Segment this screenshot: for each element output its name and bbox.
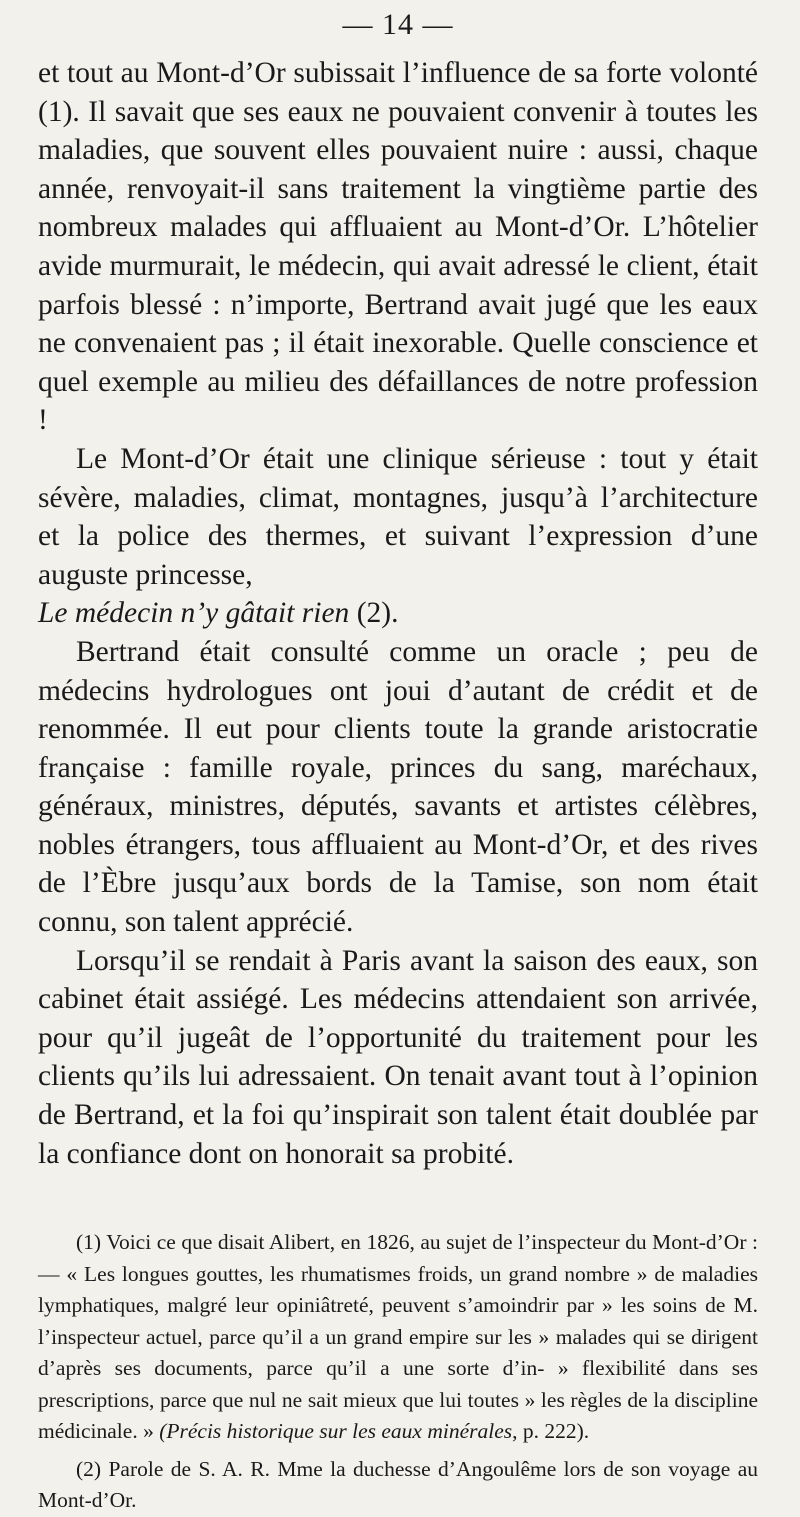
paragraph-3: Bertrand était consulté comme un oracle ; peu de médecins hydrologues ont joui d’autant de crédit et de renommée. Il eut pour clients toute la grande aristocratie française : famille royale, princes du sang, maréchaux, généraux, ministres, députés, savants et artistes célèbres, nobles étrangers, tous affluaient au Mont-d’Or, et des rives de l’Èbre jusqu’aux bords de la Tamise, son nom était connu, son talent apprécié. [38, 635, 758, 939]
page-number: — 14 — [342, 8, 454, 41]
paragraph-1: et tout au Mont-d’Or subissait l’influence de sa forte volonté (1). Il savait que ses eaux ne pouvaient convenir à toutes les maladies, que souvent elles pouvaient nuire : aussi, chaque année, renvoyait-il sans traitement la vingtième partie des nombreux malades qui affluaient au Mont-d’Or. L’hôtelier avide murmurait, le médecin, qui avait adressé le client, était parfois blessé : n’importe, Bertrand avait jugé que les eaux ne convenaient pas ; il était inexorable. Quelle conscience et quel exemple au milieu des défaillances de notre profession ! [38, 57, 758, 437]
footnote-1-text: (1) Voici ce que disait Alibert, en 1826, au sujet de l’inspecteur du Mont-d’Or : — « Les longues gouttes, les rhumatismes froids, un grand nombre » de maladies lymphatiques, malgré leur opiniâtreté, peuvent s’amoindrir par » les soins de M. l’inspecteur actuel, parce qu’il a un grand empire sur les » malades qui se dirigent d’après ses documents, parce qu’il a une sorte d’in- » flexibilité dans ses prescriptions, parce que nul ne sait mieux que lui toutes » les règles de la discipline médicinale. » [38, 1230, 758, 1444]
footnotes [38, 1227, 758, 1517]
paragraph-2 [38, 440, 758, 633]
footnote-1-title: (Précis historique sur les eaux minérales [159, 1419, 513, 1444]
paragraph-2-text: Le Mont-d’Or était une clinique sérieuse : tout y était sévère, maladies, climat, montagnes, jusqu’à l’architecture et la police des thermes, et suivant l’expression d’une auguste princesse, [38, 442, 758, 591]
main-text [38, 54, 758, 1173]
footnote-1-page: , p. 222). [512, 1419, 590, 1444]
paragraph-4: Lorsqu’il se rendait à Paris avant la saison des eaux, son cabinet était assiégé. Les médecins attendaient son arrivée, pour qu’il jugeât de l’opportunité du traitement pour les clients qu’ils lui adressaient. On tenait avant tout à l’opinion de Bertrand, et la foi qu’inspirait son talent était doublée par la confiance dont on honorait sa probité. [38, 944, 758, 1170]
footnote-2: (2) Parole de S. A. R. Mme la duchesse d’Angoulême lors de son voyage au Mont-d’Or. [38, 1456, 758, 1513]
quote-footnote-ref: (2). [349, 597, 399, 630]
footnote-1 [38, 1227, 758, 1448]
princess-quote: Le médecin n’y gâtait rien [38, 597, 350, 630]
